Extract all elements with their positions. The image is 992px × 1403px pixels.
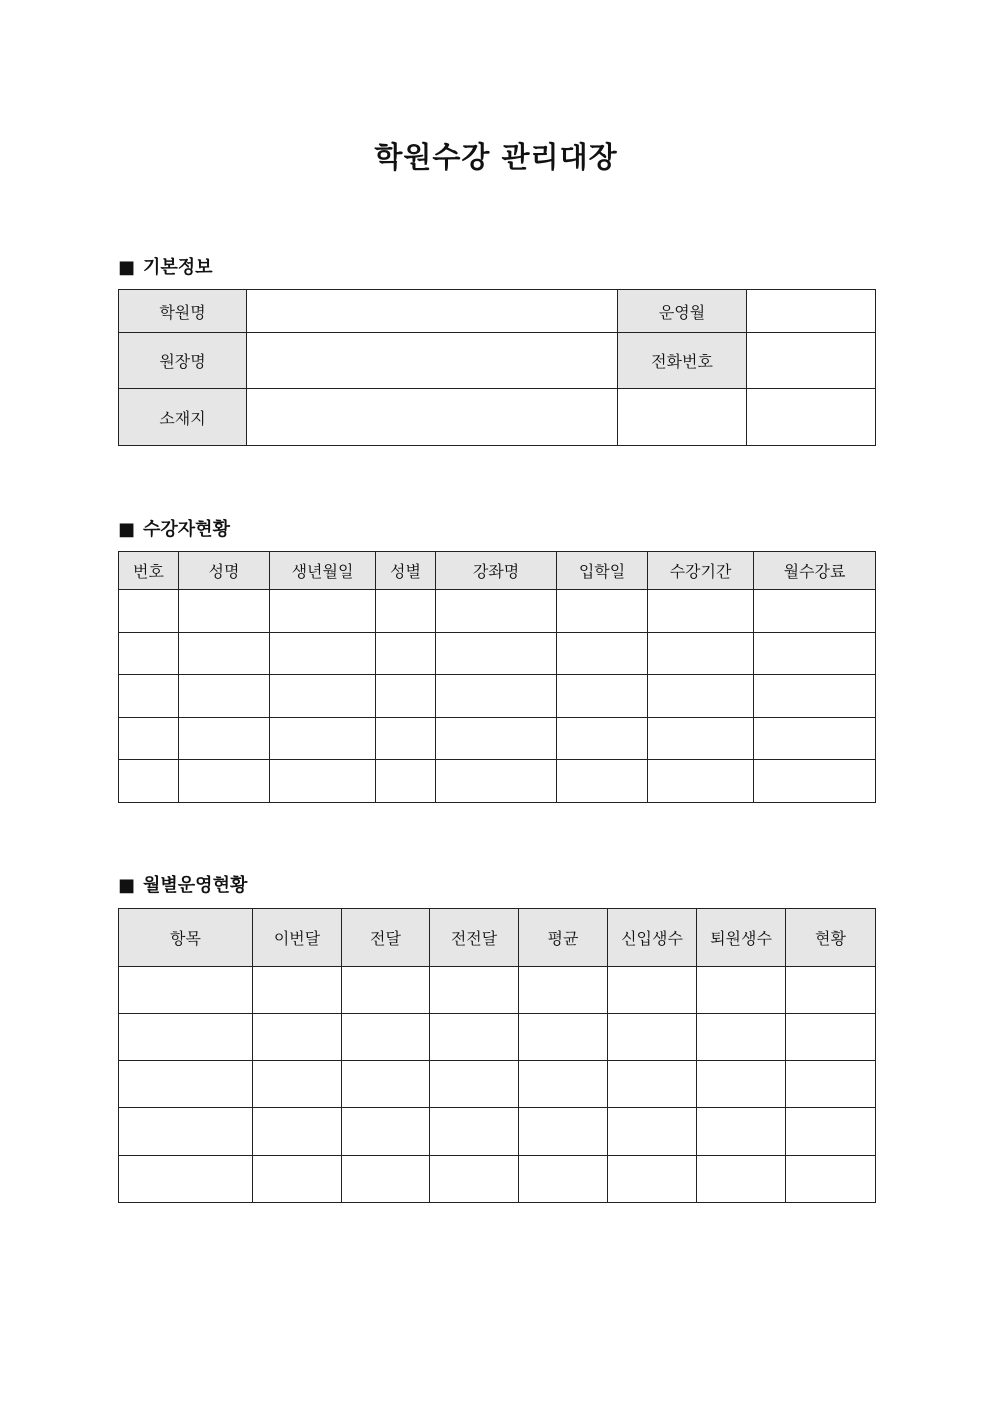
student-cell[interactable] <box>754 590 876 633</box>
student-cell[interactable] <box>179 760 270 803</box>
monthly-cell[interactable] <box>786 1061 876 1108</box>
student-row <box>119 718 876 760</box>
monthly-row <box>119 1156 876 1203</box>
student-cell[interactable] <box>648 718 754 760</box>
student-cell[interactable] <box>648 590 754 633</box>
student-cell[interactable] <box>648 760 754 803</box>
phone-field[interactable] <box>747 333 876 389</box>
student-cell[interactable] <box>436 590 557 633</box>
monthly-cell[interactable] <box>342 1061 430 1108</box>
monthly-cell[interactable] <box>697 1156 786 1203</box>
monthly-cell[interactable] <box>786 967 876 1014</box>
student-cell[interactable] <box>119 718 179 760</box>
student-col-header: 강좌명 <box>436 552 557 590</box>
monthly-cell[interactable] <box>119 1061 253 1108</box>
director-name-field[interactable] <box>247 333 618 389</box>
monthly-col-header: 전달 <box>342 909 430 967</box>
extra-field-2[interactable] <box>747 389 876 446</box>
student-cell[interactable] <box>754 760 876 803</box>
director-name-label: 원장명 <box>119 333 247 389</box>
monthly-cell[interactable] <box>519 1156 608 1203</box>
monthly-cell[interactable] <box>519 1108 608 1156</box>
monthly-cell[interactable] <box>342 1108 430 1156</box>
monthly-cell[interactable] <box>608 1108 697 1156</box>
monthly-col-header: 항목 <box>119 909 253 967</box>
monthly-cell[interactable] <box>608 1061 697 1108</box>
student-cell[interactable] <box>119 675 179 718</box>
student-col-header: 번호 <box>119 552 179 590</box>
operation-month-field[interactable] <box>747 290 876 333</box>
student-cell[interactable] <box>119 633 179 675</box>
monthly-col-header: 신입생수 <box>608 909 697 967</box>
monthly-cell[interactable] <box>119 1108 253 1156</box>
monthly-cell[interactable] <box>253 1014 342 1061</box>
phone-label: 전화번호 <box>618 333 747 389</box>
address-label: 소재지 <box>119 389 247 446</box>
monthly-cell[interactable] <box>608 1156 697 1203</box>
monthly-row <box>119 1061 876 1108</box>
student-col-header: 성별 <box>376 552 436 590</box>
monthly-col-header: 평균 <box>519 909 608 967</box>
monthly-col-header: 퇴원생수 <box>697 909 786 967</box>
student-cell[interactable] <box>270 590 376 633</box>
page-title: 학원수강 관리대장 <box>374 140 618 174</box>
student-cell[interactable] <box>754 675 876 718</box>
monthly-cell[interactable] <box>342 1156 430 1203</box>
monthly-cell[interactable] <box>786 1156 876 1203</box>
student-cell[interactable] <box>376 675 436 718</box>
monthly-cell[interactable] <box>253 967 342 1014</box>
monthly-heading-text: 월별운영현황 <box>143 875 248 896</box>
monthly-cell[interactable] <box>786 1014 876 1061</box>
student-col-header: 입학일 <box>557 552 648 590</box>
monthly-cell[interactable] <box>119 1156 253 1203</box>
student-col-header: 수강기간 <box>648 552 754 590</box>
monthly-cell[interactable] <box>430 1061 519 1108</box>
student-cell[interactable] <box>270 718 376 760</box>
academy-name-label: 학원명 <box>119 290 247 333</box>
student-cell[interactable] <box>270 633 376 675</box>
monthly-row <box>119 1108 876 1156</box>
student-cell[interactable] <box>557 718 648 760</box>
monthly-cell[interactable] <box>697 1014 786 1061</box>
academy-name-field[interactable] <box>247 290 618 333</box>
student-cell[interactable] <box>376 590 436 633</box>
student-cell[interactable] <box>436 718 557 760</box>
students-heading-text: 수강자현황 <box>143 519 230 540</box>
monthly-cell[interactable] <box>430 1108 519 1156</box>
monthly-cell[interactable] <box>253 1156 342 1203</box>
student-cell[interactable] <box>179 718 270 760</box>
monthly-col-header: 전전달 <box>430 909 519 967</box>
monthly-row <box>119 967 876 1014</box>
address-field[interactable] <box>247 389 618 446</box>
monthly-cell[interactable] <box>253 1061 342 1108</box>
bullet-icon: ■ <box>118 875 136 896</box>
student-cell[interactable] <box>648 633 754 675</box>
monthly-cell[interactable] <box>430 1156 519 1203</box>
operation-month-label: 운영월 <box>618 290 747 333</box>
student-cell[interactable] <box>754 633 876 675</box>
student-cell[interactable] <box>270 760 376 803</box>
student-row <box>119 760 876 803</box>
extra-field-1[interactable] <box>618 389 747 446</box>
student-cell[interactable] <box>179 633 270 675</box>
student-cell[interactable] <box>179 590 270 633</box>
monthly-cell[interactable] <box>119 967 253 1014</box>
monthly-cell[interactable] <box>430 1014 519 1061</box>
student-cell[interactable] <box>376 633 436 675</box>
monthly-cell[interactable] <box>342 1014 430 1061</box>
student-cell[interactable] <box>557 633 648 675</box>
monthly-cell[interactable] <box>519 1014 608 1061</box>
student-cell[interactable] <box>270 675 376 718</box>
basic-info-heading <box>118 253 213 279</box>
student-row <box>119 590 876 633</box>
monthly-cell[interactable] <box>430 967 519 1014</box>
student-col-header: 월수강료 <box>754 552 876 590</box>
student-cell[interactable] <box>119 760 179 803</box>
student-cell[interactable] <box>179 675 270 718</box>
student-row <box>119 633 876 675</box>
student-row <box>119 675 876 718</box>
monthly-cell[interactable] <box>697 1061 786 1108</box>
student-cell[interactable] <box>119 590 179 633</box>
monthly-cell[interactable] <box>342 967 430 1014</box>
monthly-cell[interactable] <box>519 967 608 1014</box>
student-cell[interactable] <box>376 718 436 760</box>
monthly-col-header: 현황 <box>786 909 876 967</box>
bullet-icon: ■ <box>118 257 136 278</box>
monthly-cell[interactable] <box>119 1014 253 1061</box>
student-cell[interactable] <box>754 718 876 760</box>
students-heading <box>118 515 230 541</box>
monthly-cell[interactable] <box>608 1014 697 1061</box>
monthly-cell[interactable] <box>253 1108 342 1156</box>
student-col-header: 성명 <box>179 552 270 590</box>
student-cell[interactable] <box>376 760 436 803</box>
monthly-heading <box>118 871 247 897</box>
monthly-cell[interactable] <box>697 967 786 1014</box>
student-cell[interactable] <box>557 760 648 803</box>
student-cell[interactable] <box>436 675 557 718</box>
basic-info-heading-text: 기본정보 <box>143 257 213 278</box>
monthly-cell[interactable] <box>519 1061 608 1108</box>
monthly-table <box>118 908 876 1203</box>
monthly-cell[interactable] <box>697 1108 786 1156</box>
students-table <box>118 551 876 803</box>
student-cell[interactable] <box>436 633 557 675</box>
basic-info-table <box>118 289 876 446</box>
student-cell[interactable] <box>648 675 754 718</box>
monthly-cell[interactable] <box>786 1108 876 1156</box>
student-cell[interactable] <box>436 760 557 803</box>
monthly-cell[interactable] <box>608 967 697 1014</box>
student-col-header: 생년월일 <box>270 552 376 590</box>
bullet-icon: ■ <box>118 519 136 540</box>
monthly-col-header: 이번달 <box>253 909 342 967</box>
student-cell[interactable] <box>557 590 648 633</box>
monthly-row <box>119 1014 876 1061</box>
student-cell[interactable] <box>557 675 648 718</box>
